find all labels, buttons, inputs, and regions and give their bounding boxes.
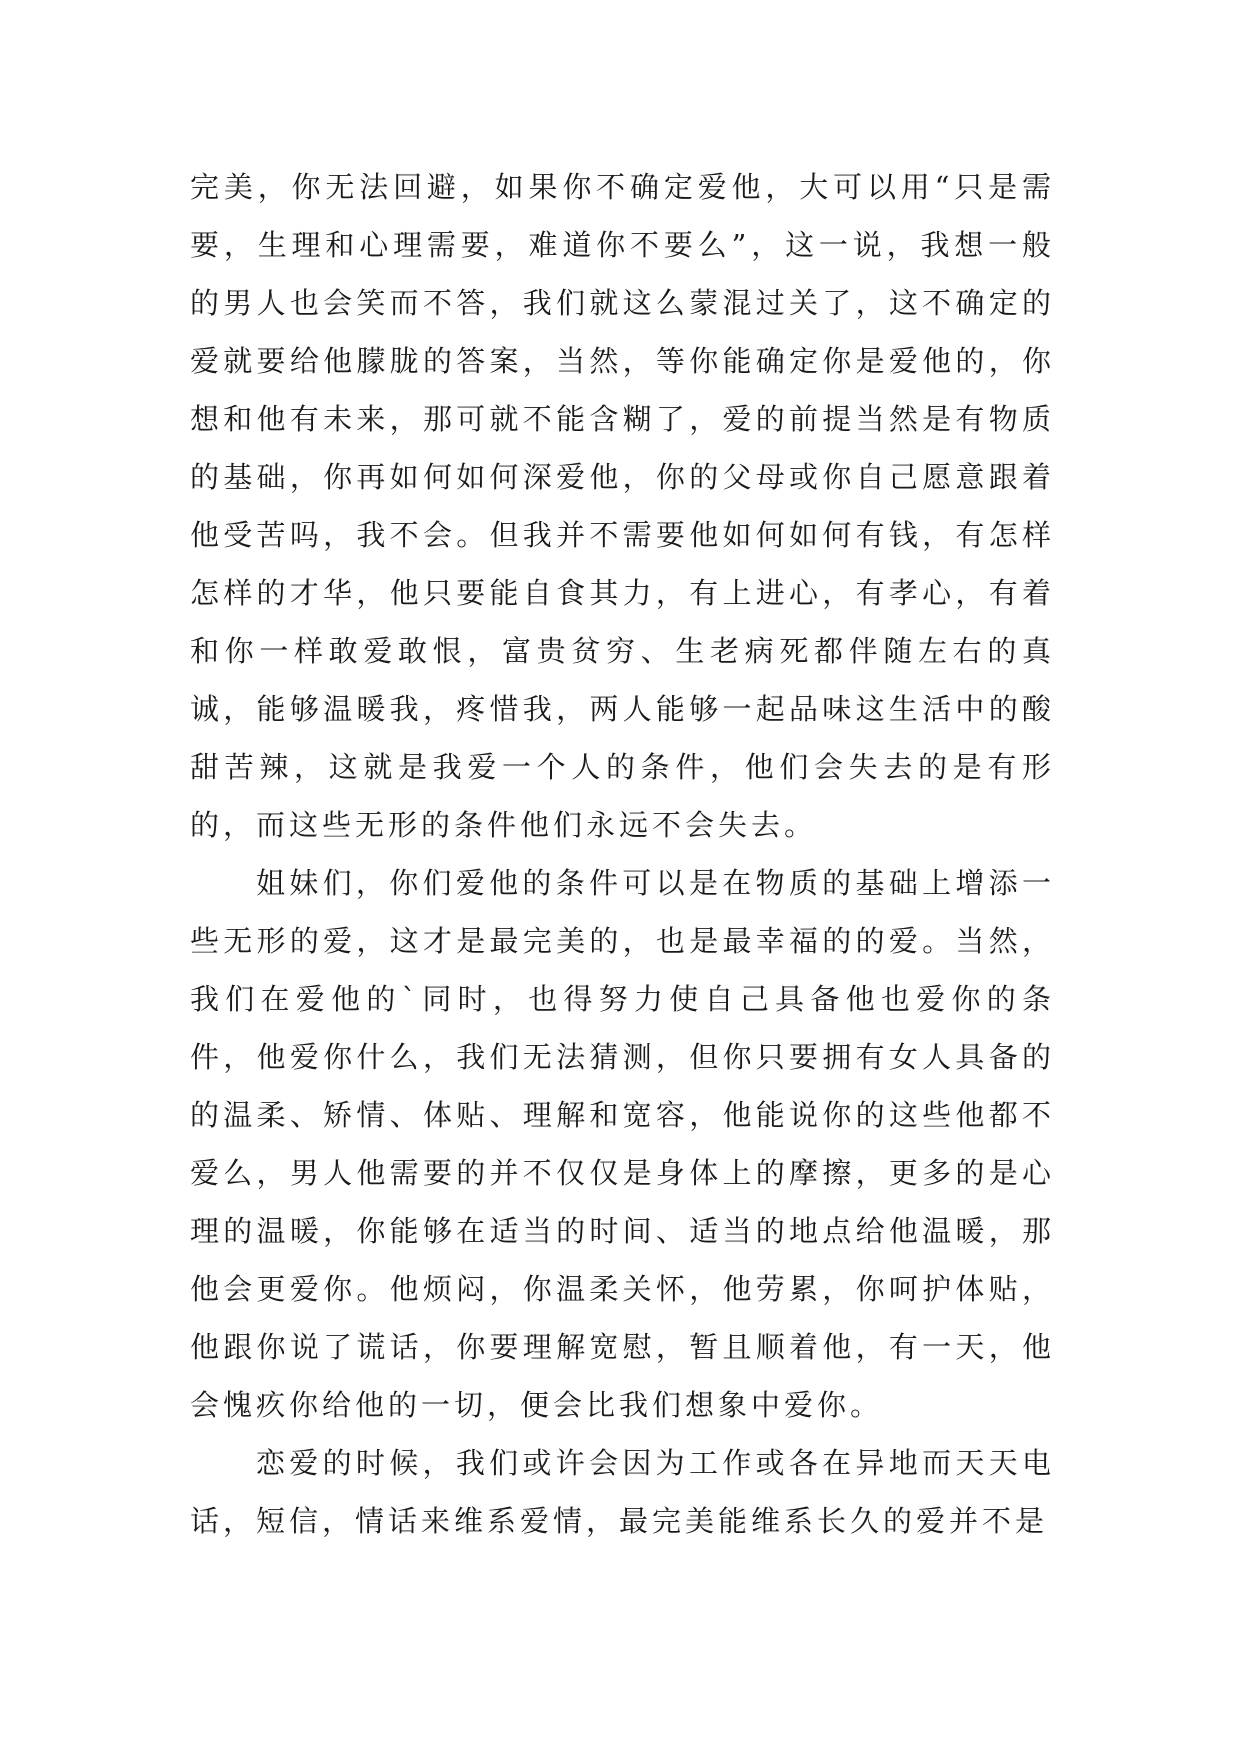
- paragraph-sisters: 姐妹们，你们爱他的条件可以是在物质的基础上增添一些无形的爱，这才是最完美的，也是最幸福的的爱。当然，我们在爱他的`同时，也得努力使自己具备他也爱你的条件，他爱你什么，我们无法猜测，但你只要拥有女人具备的的温柔、矫情、体贴、理解和宽容，他能说你的这些他都不爱么，男人他需要的并不仅仅是身体上的摩擦，更多的是心理的温暖，你能够在适当的时间、适当的地点给他温暖，那他会更爱你。他烦闷，你温柔关怀，他劳累，你呵护体贴，他跟你说了谎话，你要理解宽慰，暂且顺着他，有一天，他会愧疚你给他的一切，便会比我们想象中爱你。: [190, 866, 1055, 1422]
- document-page: [190, 158, 1055, 1550]
- paragraph-dating: 恋爱的时候，我们或许会因为工作或各在异地而天天电话，短信，情话来维系爱情，最完美能维系长久的爱并不是: [190, 1446, 1055, 1538]
- paragraph-continued: 完美，你无法回避，如果你不确定爱他，大可以用“只是需要，生理和心理需要，难道你不要么”，这一说，我想一般的男人也会笑而不答，我们就这么蒙混过关了，这不确定的爱就要给他朦胧的答案，当然，等你能确定你是爱他的，你想和他有未来，那可就不能含糊了，爱的前提当然是有物质的基础，你再如何如何深爱他，你的父母或你自己愿意跟着他受苦吗，我不会。但我并不需要他如何如何有钱，有怎样怎样的才华，他只要能自食其力，有上进心，有孝心，有着和你一样敢爱敢恨，富贵贫穷、生老病死都伴随左右的真诚，能够温暖我，疼惜我，两人能够一起品味这生活中的酸甜苦辣，这就是我爱一个人的条件，他们会失去的是有形的，而这些无形的条件他们永远不会失去。: [190, 170, 1055, 842]
